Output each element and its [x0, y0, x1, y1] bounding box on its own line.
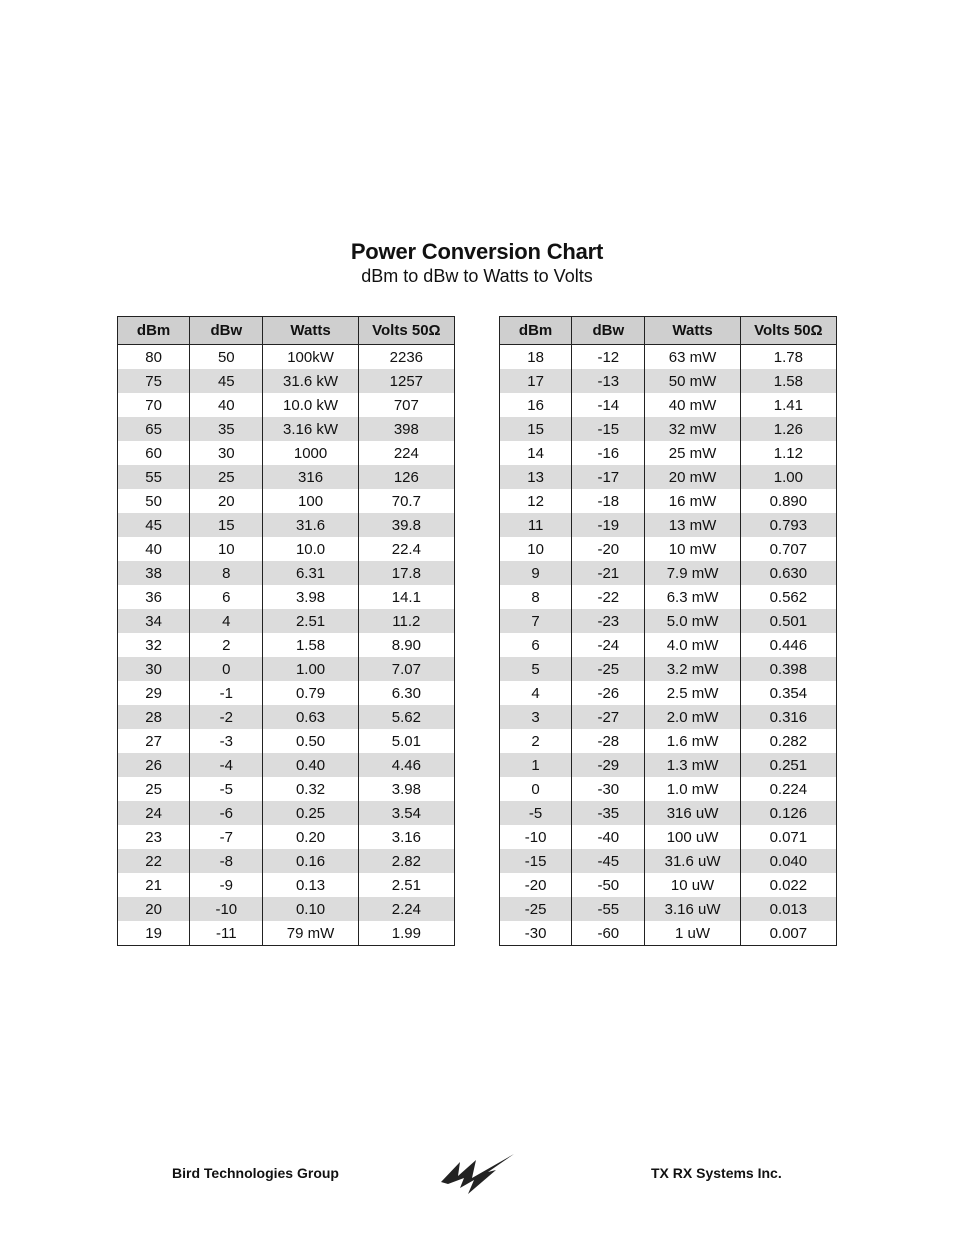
cell-dbm: -25: [500, 897, 572, 921]
table-row: [500, 753, 837, 777]
cell-dbm: 5: [500, 657, 572, 681]
table-row: [500, 537, 837, 561]
cell-volts: 11.2: [358, 609, 454, 633]
column-header-dbm: dBm: [500, 317, 572, 345]
cell-dbw: -9: [190, 873, 263, 897]
cell-dbm: 32: [118, 633, 190, 657]
cell-dbm: 22: [118, 849, 190, 873]
cell-dbm: 9: [500, 561, 572, 585]
table-row: [118, 537, 455, 561]
table-row: [118, 489, 455, 513]
cell-volts: 0.630: [740, 561, 836, 585]
cell-dbw: -27: [572, 705, 645, 729]
cell-volts: 0.398: [740, 657, 836, 681]
cell-dbm: 60: [118, 441, 190, 465]
cell-dbw: -50: [572, 873, 645, 897]
cell-dbw: -5: [190, 777, 263, 801]
cell-watts: 3.2 mW: [645, 657, 740, 681]
cell-dbm: 40: [118, 537, 190, 561]
cell-volts: 126: [358, 465, 454, 489]
table-row: [118, 849, 455, 873]
cell-dbw: -14: [572, 393, 645, 417]
table-row: [500, 345, 837, 370]
cell-dbw: -11: [190, 921, 263, 946]
cell-dbw: -8: [190, 849, 263, 873]
cell-volts: 1.78: [740, 345, 836, 370]
cell-watts: 31.6: [263, 513, 358, 537]
table-row: [500, 489, 837, 513]
column-header-dbw: dBw: [572, 317, 645, 345]
cell-dbm: 10: [500, 537, 572, 561]
cell-watts: 100 uW: [645, 825, 740, 849]
cell-dbm: 12: [500, 489, 572, 513]
cell-dbm: 30: [118, 657, 190, 681]
cell-dbw: -13: [572, 369, 645, 393]
cell-dbm: 18: [500, 345, 572, 370]
cell-watts: 0.79: [263, 681, 358, 705]
cell-dbm: 26: [118, 753, 190, 777]
cell-volts: 6.30: [358, 681, 454, 705]
cell-watts: 13 mW: [645, 513, 740, 537]
cell-dbw: -29: [572, 753, 645, 777]
table-row: [118, 393, 455, 417]
footer-company-txrx: TX RX Systems Inc.: [651, 1165, 782, 1181]
cell-watts: 0.16: [263, 849, 358, 873]
cell-volts: 1.58: [740, 369, 836, 393]
cell-dbw: -20: [572, 537, 645, 561]
cell-dbm: 50: [118, 489, 190, 513]
cell-volts: 707: [358, 393, 454, 417]
table-row: [118, 585, 455, 609]
table-row: [500, 561, 837, 585]
cell-dbw: 35: [190, 417, 263, 441]
cell-volts: 0.501: [740, 609, 836, 633]
cell-dbw: -35: [572, 801, 645, 825]
cell-volts: 1.26: [740, 417, 836, 441]
column-header-dbm: dBm: [118, 317, 190, 345]
cell-watts: 10.0 kW: [263, 393, 358, 417]
cell-dbm: 11: [500, 513, 572, 537]
cell-dbm: 36: [118, 585, 190, 609]
cell-dbw: -17: [572, 465, 645, 489]
cell-dbm: 45: [118, 513, 190, 537]
cell-watts: 0.50: [263, 729, 358, 753]
table-row: [500, 417, 837, 441]
cell-volts: 22.4: [358, 537, 454, 561]
cell-volts: 8.90: [358, 633, 454, 657]
cell-watts: 31.6 kW: [263, 369, 358, 393]
cell-dbm: 25: [118, 777, 190, 801]
table-row: [500, 681, 837, 705]
cell-watts: 1.58: [263, 633, 358, 657]
cell-dbw: 0: [190, 657, 263, 681]
cell-dbw: 50: [190, 345, 263, 370]
cell-volts: 0.446: [740, 633, 836, 657]
cell-watts: 316 uW: [645, 801, 740, 825]
cell-volts: 70.7: [358, 489, 454, 513]
table-row: [118, 369, 455, 393]
cell-dbw: -25: [572, 657, 645, 681]
conversion-table-left: [117, 316, 455, 946]
bird-logo-icon: [438, 1152, 516, 1198]
cell-volts: 0.354: [740, 681, 836, 705]
cell-volts: 0.013: [740, 897, 836, 921]
cell-watts: 1.0 mW: [645, 777, 740, 801]
cell-dbw: -1: [190, 681, 263, 705]
page-subtitle: dBm to dBw to Watts to Volts: [361, 266, 593, 286]
cell-dbw: -30: [572, 777, 645, 801]
table-row: [500, 921, 837, 946]
column-header-watts: Watts: [263, 317, 358, 345]
cell-volts: 1257: [358, 369, 454, 393]
cell-watts: 50 mW: [645, 369, 740, 393]
table-row: [500, 585, 837, 609]
cell-dbm: 13: [500, 465, 572, 489]
table-row: [500, 393, 837, 417]
cell-dbw: -26: [572, 681, 645, 705]
cell-dbm: 55: [118, 465, 190, 489]
cell-volts: 3.54: [358, 801, 454, 825]
cell-dbm: 2: [500, 729, 572, 753]
table-row: [118, 777, 455, 801]
table-row: [500, 729, 837, 753]
table-row: [118, 897, 455, 921]
cell-volts: 17.8: [358, 561, 454, 585]
cell-dbm: 70: [118, 393, 190, 417]
table-header-row: [118, 317, 455, 345]
cell-dbm: 65: [118, 417, 190, 441]
cell-dbw: -55: [572, 897, 645, 921]
cell-watts: 63 mW: [645, 345, 740, 370]
table-row: [500, 441, 837, 465]
cell-dbm: 21: [118, 873, 190, 897]
cell-watts: 20 mW: [645, 465, 740, 489]
table-row: [118, 465, 455, 489]
table-body-left: [118, 345, 455, 946]
table-row: [118, 417, 455, 441]
cell-volts: 0.562: [740, 585, 836, 609]
column-header-volts: Volts 50Ω: [358, 317, 454, 345]
cell-dbm: 1: [500, 753, 572, 777]
table-header-row: [500, 317, 837, 345]
table-row: [118, 873, 455, 897]
cell-dbm: 20: [118, 897, 190, 921]
cell-dbm: 23: [118, 825, 190, 849]
table-row: [118, 513, 455, 537]
cell-watts: 0.13: [263, 873, 358, 897]
cell-watts: 5.0 mW: [645, 609, 740, 633]
table-row: [500, 777, 837, 801]
cell-dbw: -6: [190, 801, 263, 825]
cell-volts: 1.00: [740, 465, 836, 489]
cell-watts: 10.0: [263, 537, 358, 561]
cell-dbw: -12: [572, 345, 645, 370]
cell-dbw: -45: [572, 849, 645, 873]
cell-dbm: 14: [500, 441, 572, 465]
cell-dbw: 2: [190, 633, 263, 657]
table-row: [500, 369, 837, 393]
cell-volts: 1.99: [358, 921, 454, 946]
page-title: Power Conversion Chart: [350, 239, 604, 264]
cell-volts: 0.007: [740, 921, 836, 946]
cell-dbm: 0: [500, 777, 572, 801]
cell-dbw: 8: [190, 561, 263, 585]
cell-dbm: 34: [118, 609, 190, 633]
cell-dbw: 4: [190, 609, 263, 633]
cell-dbw: -22: [572, 585, 645, 609]
cell-watts: 31.6 uW: [645, 849, 740, 873]
cell-dbm: 8: [500, 585, 572, 609]
cell-volts: 7.07: [358, 657, 454, 681]
table-row: [500, 873, 837, 897]
table-row: [118, 801, 455, 825]
cell-dbm: -5: [500, 801, 572, 825]
cell-volts: 0.316: [740, 705, 836, 729]
cell-watts: 2.51: [263, 609, 358, 633]
cell-volts: 5.62: [358, 705, 454, 729]
footer-company-bird: Bird Technologies Group: [172, 1165, 339, 1181]
cell-dbm: 16: [500, 393, 572, 417]
table-row: [118, 705, 455, 729]
cell-volts: 0.224: [740, 777, 836, 801]
table-body-right: [500, 345, 837, 946]
cell-volts: 0.890: [740, 489, 836, 513]
cell-volts: 0.040: [740, 849, 836, 873]
cell-dbw: -40: [572, 825, 645, 849]
cell-dbw: -21: [572, 561, 645, 585]
cell-volts: 39.8: [358, 513, 454, 537]
cell-watts: 40 mW: [645, 393, 740, 417]
cell-dbm: 17: [500, 369, 572, 393]
cell-dbw: -23: [572, 609, 645, 633]
table-row: [118, 681, 455, 705]
cell-volts: 5.01: [358, 729, 454, 753]
cell-dbw: -16: [572, 441, 645, 465]
cell-dbw: -18: [572, 489, 645, 513]
cell-volts: 224: [358, 441, 454, 465]
table-row: [500, 705, 837, 729]
cell-dbw: -10: [190, 897, 263, 921]
table-row: [118, 921, 455, 946]
table-row: [500, 609, 837, 633]
cell-dbw: -7: [190, 825, 263, 849]
cell-dbm: 15: [500, 417, 572, 441]
cell-dbw: -60: [572, 921, 645, 946]
table-row: [118, 753, 455, 777]
table-row: [118, 441, 455, 465]
cell-dbm: 7: [500, 609, 572, 633]
cell-watts: 3.16 uW: [645, 897, 740, 921]
cell-watts: 100: [263, 489, 358, 513]
cell-dbm: -10: [500, 825, 572, 849]
cell-watts: 1.3 mW: [645, 753, 740, 777]
cell-watts: 10 uW: [645, 873, 740, 897]
cell-dbw: -3: [190, 729, 263, 753]
cell-dbw: 30: [190, 441, 263, 465]
cell-volts: 0.793: [740, 513, 836, 537]
cell-dbw: 45: [190, 369, 263, 393]
cell-dbm: 6: [500, 633, 572, 657]
cell-dbw: -2: [190, 705, 263, 729]
table-row: [118, 633, 455, 657]
table-row: [118, 609, 455, 633]
cell-dbm: 19: [118, 921, 190, 946]
cell-watts: 2.0 mW: [645, 705, 740, 729]
table-row: [500, 513, 837, 537]
cell-dbw: 6: [190, 585, 263, 609]
cell-watts: 1.6 mW: [645, 729, 740, 753]
cell-volts: 0.071: [740, 825, 836, 849]
cell-volts: 1.12: [740, 441, 836, 465]
cell-watts: 32 mW: [645, 417, 740, 441]
cell-watts: 0.32: [263, 777, 358, 801]
cell-volts: 2236: [358, 345, 454, 370]
cell-dbw: -4: [190, 753, 263, 777]
cell-volts: 0.251: [740, 753, 836, 777]
cell-dbm: 38: [118, 561, 190, 585]
cell-watts: 1000: [263, 441, 358, 465]
cell-dbw: -24: [572, 633, 645, 657]
cell-dbm: -20: [500, 873, 572, 897]
cell-dbw: 25: [190, 465, 263, 489]
cell-dbm: 75: [118, 369, 190, 393]
cell-volts: 14.1: [358, 585, 454, 609]
cell-dbw: 40: [190, 393, 263, 417]
column-header-dbw: dBw: [190, 317, 263, 345]
cell-watts: 25 mW: [645, 441, 740, 465]
cell-dbw: -19: [572, 513, 645, 537]
table-row: [118, 345, 455, 370]
cell-watts: 10 mW: [645, 537, 740, 561]
cell-watts: 0.20: [263, 825, 358, 849]
cell-watts: 16 mW: [645, 489, 740, 513]
cell-volts: 398: [358, 417, 454, 441]
cell-watts: 7.9 mW: [645, 561, 740, 585]
cell-dbm: 27: [118, 729, 190, 753]
cell-volts: 0.282: [740, 729, 836, 753]
table-row: [118, 561, 455, 585]
cell-watts: 3.16 kW: [263, 417, 358, 441]
cell-volts: 0.707: [740, 537, 836, 561]
cell-dbm: 24: [118, 801, 190, 825]
table-row: [500, 897, 837, 921]
cell-watts: 79 mW: [263, 921, 358, 946]
table-row: [118, 825, 455, 849]
table-row: [500, 633, 837, 657]
table-row: [500, 849, 837, 873]
table-row: [500, 801, 837, 825]
table-row: [500, 825, 837, 849]
cell-volts: 2.82: [358, 849, 454, 873]
cell-dbm: -30: [500, 921, 572, 946]
cell-dbw: 15: [190, 513, 263, 537]
cell-watts: 100kW: [263, 345, 358, 370]
cell-dbm: -15: [500, 849, 572, 873]
cell-dbm: 28: [118, 705, 190, 729]
cell-dbw: -15: [572, 417, 645, 441]
cell-watts: 0.25: [263, 801, 358, 825]
table-row: [118, 657, 455, 681]
table-row: [118, 729, 455, 753]
column-header-watts: Watts: [645, 317, 740, 345]
cell-watts: 4.0 mW: [645, 633, 740, 657]
cell-dbw: 20: [190, 489, 263, 513]
table-row: [500, 657, 837, 681]
cell-volts: 0.126: [740, 801, 836, 825]
cell-volts: 1.41: [740, 393, 836, 417]
column-header-volts: Volts 50Ω: [740, 317, 836, 345]
cell-volts: 0.022: [740, 873, 836, 897]
cell-dbw: -28: [572, 729, 645, 753]
table-row: [500, 465, 837, 489]
cell-watts: 6.31: [263, 561, 358, 585]
cell-volts: 3.98: [358, 777, 454, 801]
cell-watts: 0.63: [263, 705, 358, 729]
cell-watts: 0.40: [263, 753, 358, 777]
cell-watts: 1.00: [263, 657, 358, 681]
cell-dbm: 80: [118, 345, 190, 370]
cell-dbm: 4: [500, 681, 572, 705]
cell-watts: 3.98: [263, 585, 358, 609]
conversion-table-right: [499, 316, 837, 946]
cell-watts: 6.3 mW: [645, 585, 740, 609]
cell-watts: 316: [263, 465, 358, 489]
cell-volts: 4.46: [358, 753, 454, 777]
cell-dbm: 29: [118, 681, 190, 705]
cell-dbw: 10: [190, 537, 263, 561]
cell-volts: 2.51: [358, 873, 454, 897]
cell-volts: 3.16: [358, 825, 454, 849]
cell-watts: 1 uW: [645, 921, 740, 946]
cell-watts: 2.5 mW: [645, 681, 740, 705]
cell-dbm: 3: [500, 705, 572, 729]
cell-volts: 2.24: [358, 897, 454, 921]
cell-watts: 0.10: [263, 897, 358, 921]
